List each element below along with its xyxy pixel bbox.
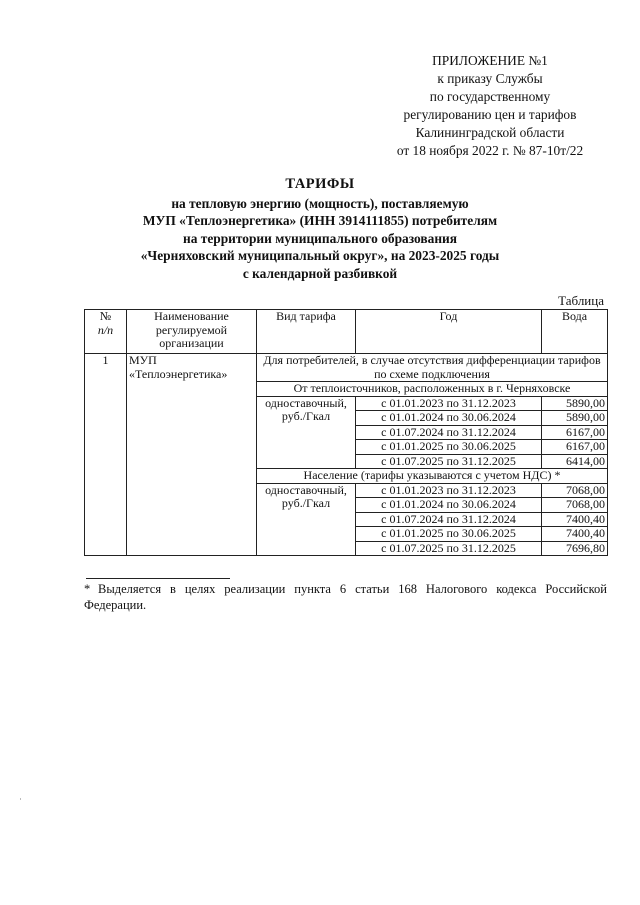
row-number: 1 — [85, 354, 127, 556]
header-water: Вода — [542, 310, 608, 354]
table-row — [85, 354, 608, 382]
period-cell: с 01.01.2023 по 31.12.2023 — [356, 396, 542, 411]
period-cell: с 01.07.2024 по 31.12.2024 — [356, 425, 542, 440]
title-line: с календарной разбивкой — [242, 265, 398, 281]
document-title — [100, 176, 540, 283]
period-cell: с 01.07.2024 по 31.12.2024 — [356, 512, 542, 527]
title-main: ТАРИФЫ — [285, 176, 355, 192]
period-cell: с 01.01.2024 по 30.06.2024 — [356, 498, 542, 513]
title-line: «Черняховский муниципальный округ», на 2023-2025 годы — [140, 248, 500, 264]
organization-name: МУП «Теплоэнергетика» — [127, 354, 257, 556]
footnote-divider — [86, 578, 230, 579]
footnote — [84, 582, 607, 613]
appendix-line: по государственному — [429, 89, 551, 104]
header-organization: Наименование регулируемой организации — [127, 310, 257, 354]
value-cell: 5890,00 — [542, 396, 608, 411]
value-cell: 7068,00 — [542, 483, 608, 498]
value-cell: 7400,40 — [542, 512, 608, 527]
period-cell: с 01.01.2023 по 31.12.2023 — [356, 483, 542, 498]
appendix-line: к приказу Службы — [437, 71, 543, 86]
period-cell: с 01.07.2025 по 31.12.2025 — [356, 454, 542, 469]
consumer-note: Для потребителей, в случае отсутствия дифференциации тарифов по схеме подключения — [257, 354, 608, 382]
footnote-text: Выделяется в целях реализации пункта 6 статьи 168 Налогового кодекса Российской Федерации. — [84, 582, 607, 612]
value-cell: 7400,40 — [542, 527, 608, 542]
value-cell: 6414,00 — [542, 454, 608, 469]
header-num: № п/п — [85, 310, 127, 354]
appendix-date-line: от 18 ноября 2022 г. № 87-10т/22 — [396, 143, 584, 158]
title-line: МУП «Теплоэнергетика» (ИНН 3914111855) потребителям — [142, 213, 498, 229]
scan-speck — [20, 798, 21, 800]
value-cell: 7068,00 — [542, 498, 608, 513]
title-line: на территории муниципального образования — [182, 230, 457, 246]
period-cell: с 01.07.2025 по 31.12.2025 — [356, 541, 542, 556]
table-header-row — [85, 310, 608, 354]
appendix-title: ПРИЛОЖЕНИЕ №1 — [432, 53, 548, 68]
appendix-header — [360, 52, 620, 160]
table-caption: Таблица — [558, 293, 604, 308]
tariffs-table — [84, 309, 608, 556]
appendix-line: Калининградской области — [415, 125, 565, 140]
period-cell: с 01.01.2024 по 30.06.2024 — [356, 411, 542, 426]
appendix-line: регулированию цен и тарифов — [403, 107, 577, 122]
value-cell: 6167,00 — [542, 425, 608, 440]
tariff-kind: одноставочный, руб./Гкал — [257, 396, 356, 469]
period-cell: с 01.01.2025 по 30.06.2025 — [356, 440, 542, 455]
title-line: на тепловую энергию (мощность), поставляемую — [171, 195, 469, 211]
value-cell: 6167,00 — [542, 440, 608, 455]
group-title: От теплоисточников, расположенных в г. Черняховске — [257, 382, 608, 397]
footnote-mark: * — [84, 582, 91, 596]
value-cell: 7696,80 — [542, 541, 608, 556]
period-cell: с 01.01.2025 по 30.06.2025 — [356, 527, 542, 542]
header-year: Год — [356, 310, 542, 354]
header-tariff-type: Вид тарифа — [257, 310, 356, 354]
tariff-kind: одноставочный, руб./Гкал — [257, 483, 356, 556]
value-cell: 5890,00 — [542, 411, 608, 426]
group-title: Население (тарифы указываются с учетом НДС) * — [257, 469, 608, 484]
